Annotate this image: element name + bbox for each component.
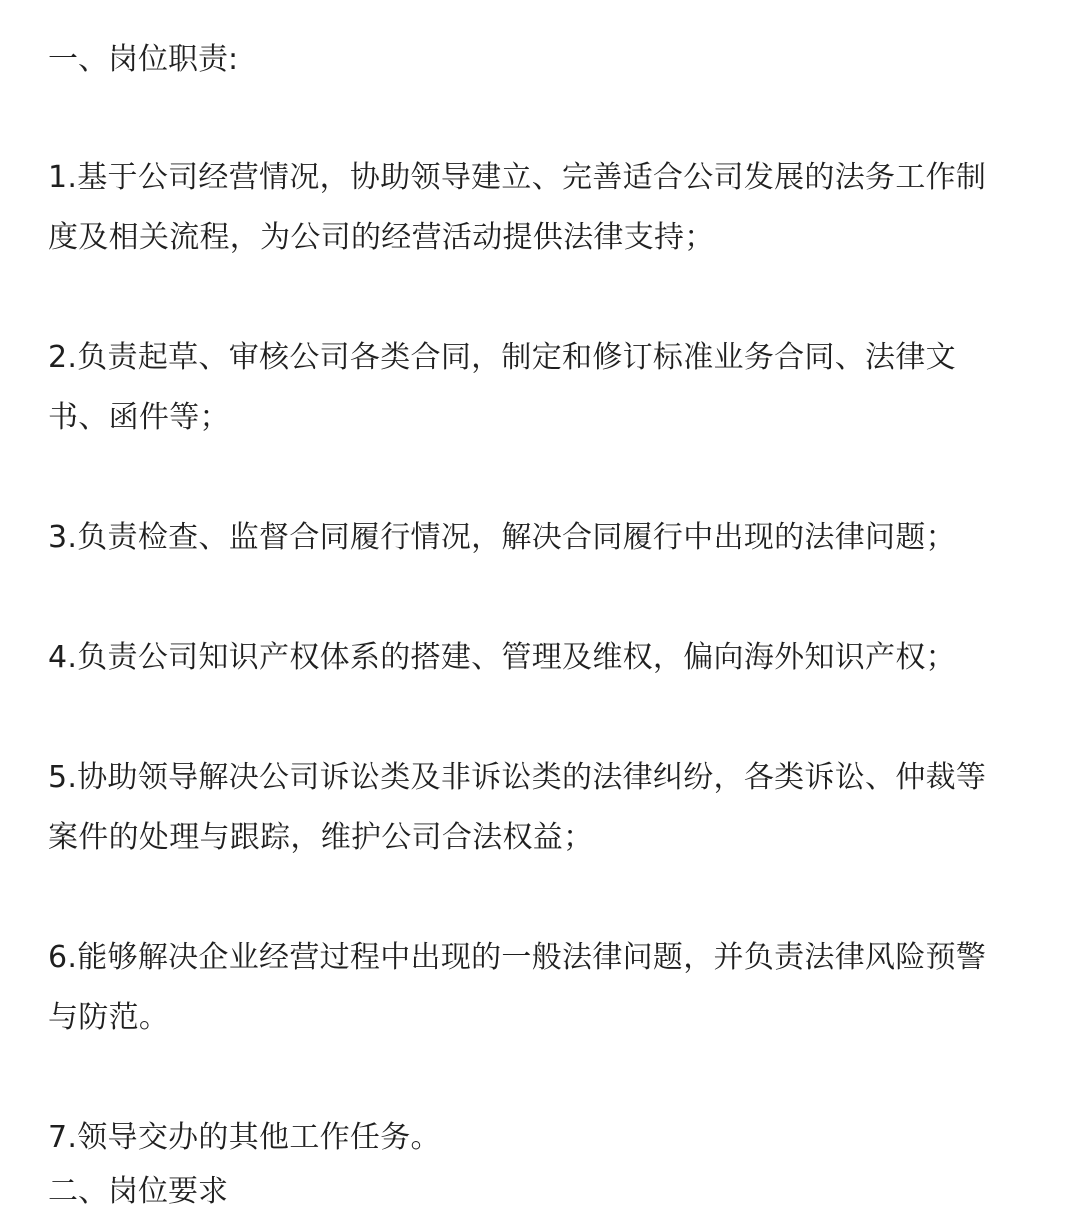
list-item (48, 1108, 1038, 1168)
item-line: 与防范。 (48, 1000, 170, 1035)
item-line: 书、函件等； (48, 400, 230, 435)
list-item (48, 508, 1038, 568)
item-line: 5.协助领导解决公司诉讼类及非诉讼类的法律纠纷，各类诉讼、仲裁等 (48, 760, 987, 795)
item-line: 4.负责公司知识产权体系的搭建、管理及维权，偏向海外知识产权； (48, 640, 956, 675)
list-item (48, 748, 1038, 868)
item-line: 3.负责检查、监督合同履行情况，解决合同履行中出现的法律问题； (48, 520, 956, 555)
section-heading-requirements: 二、岗位要求 (48, 1174, 228, 1209)
item-line: 案件的处理与跟踪，维护公司合法权益； (48, 820, 594, 855)
list-item (48, 328, 1038, 448)
item-line: 1.基于公司经营情况，协助领导建立、完善适合公司发展的法务工作制 (48, 160, 987, 195)
item-line: 6.能够解决企业经营过程中出现的一般法律问题，并负责法律风险预警 (48, 940, 987, 975)
list-item (48, 928, 1038, 1048)
section-heading-responsibilities: 一、岗位职责: (48, 42, 239, 77)
item-line: 度及相关流程，为公司的经营活动提供法律支持； (48, 220, 715, 255)
item-line: 7.领导交办的其他工作任务。 (48, 1120, 441, 1155)
list-item (48, 148, 1038, 268)
list-item (48, 628, 1038, 688)
item-line: 2.负责起草、审核公司各类合同，制定和修订标准业务合同、法律文 (48, 340, 956, 375)
